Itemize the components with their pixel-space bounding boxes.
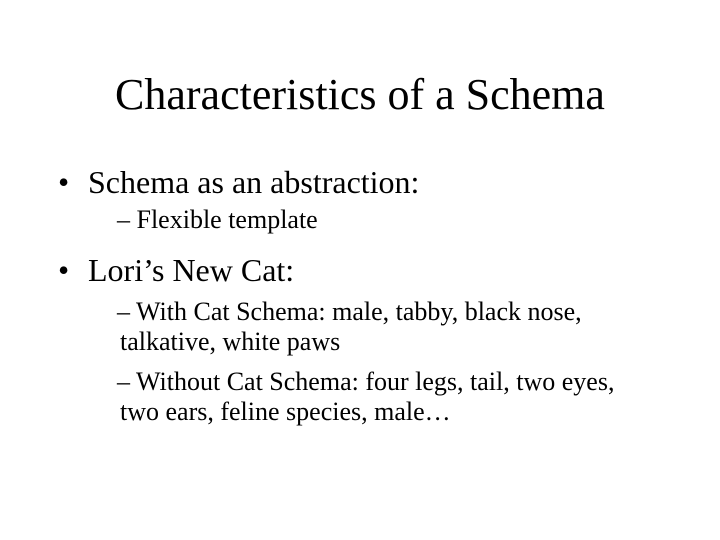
bullet-text: Lori’s New Cat: bbox=[88, 252, 295, 288]
sub-bullet-item bbox=[117, 297, 657, 357]
sub-bullet-item bbox=[117, 205, 318, 235]
sub-bullet-item bbox=[117, 367, 657, 427]
bullet-marker: • bbox=[58, 252, 70, 288]
sub-bullet-text: Flexible template bbox=[136, 205, 318, 234]
sub-bullet-marker: – bbox=[117, 367, 130, 396]
bullet-marker: • bbox=[58, 164, 70, 200]
sub-bullet-text-line-2: talkative, white paws bbox=[120, 327, 341, 356]
sub-bullet-marker: – bbox=[117, 297, 130, 326]
sub-bullet-text-line-1: Without Cat Schema: four legs, tail, two eyes, bbox=[136, 367, 615, 396]
sub-bullet-text-line-1: With Cat Schema: male, tabby, black nose, bbox=[136, 297, 582, 326]
sub-bullet-text-line-2: two ears, feline species, male… bbox=[120, 397, 451, 426]
slide-title: Characteristics of a Schema bbox=[115, 70, 605, 119]
sub-bullet-marker: – bbox=[117, 205, 130, 234]
bullet-text: Schema as an abstraction: bbox=[88, 164, 420, 200]
